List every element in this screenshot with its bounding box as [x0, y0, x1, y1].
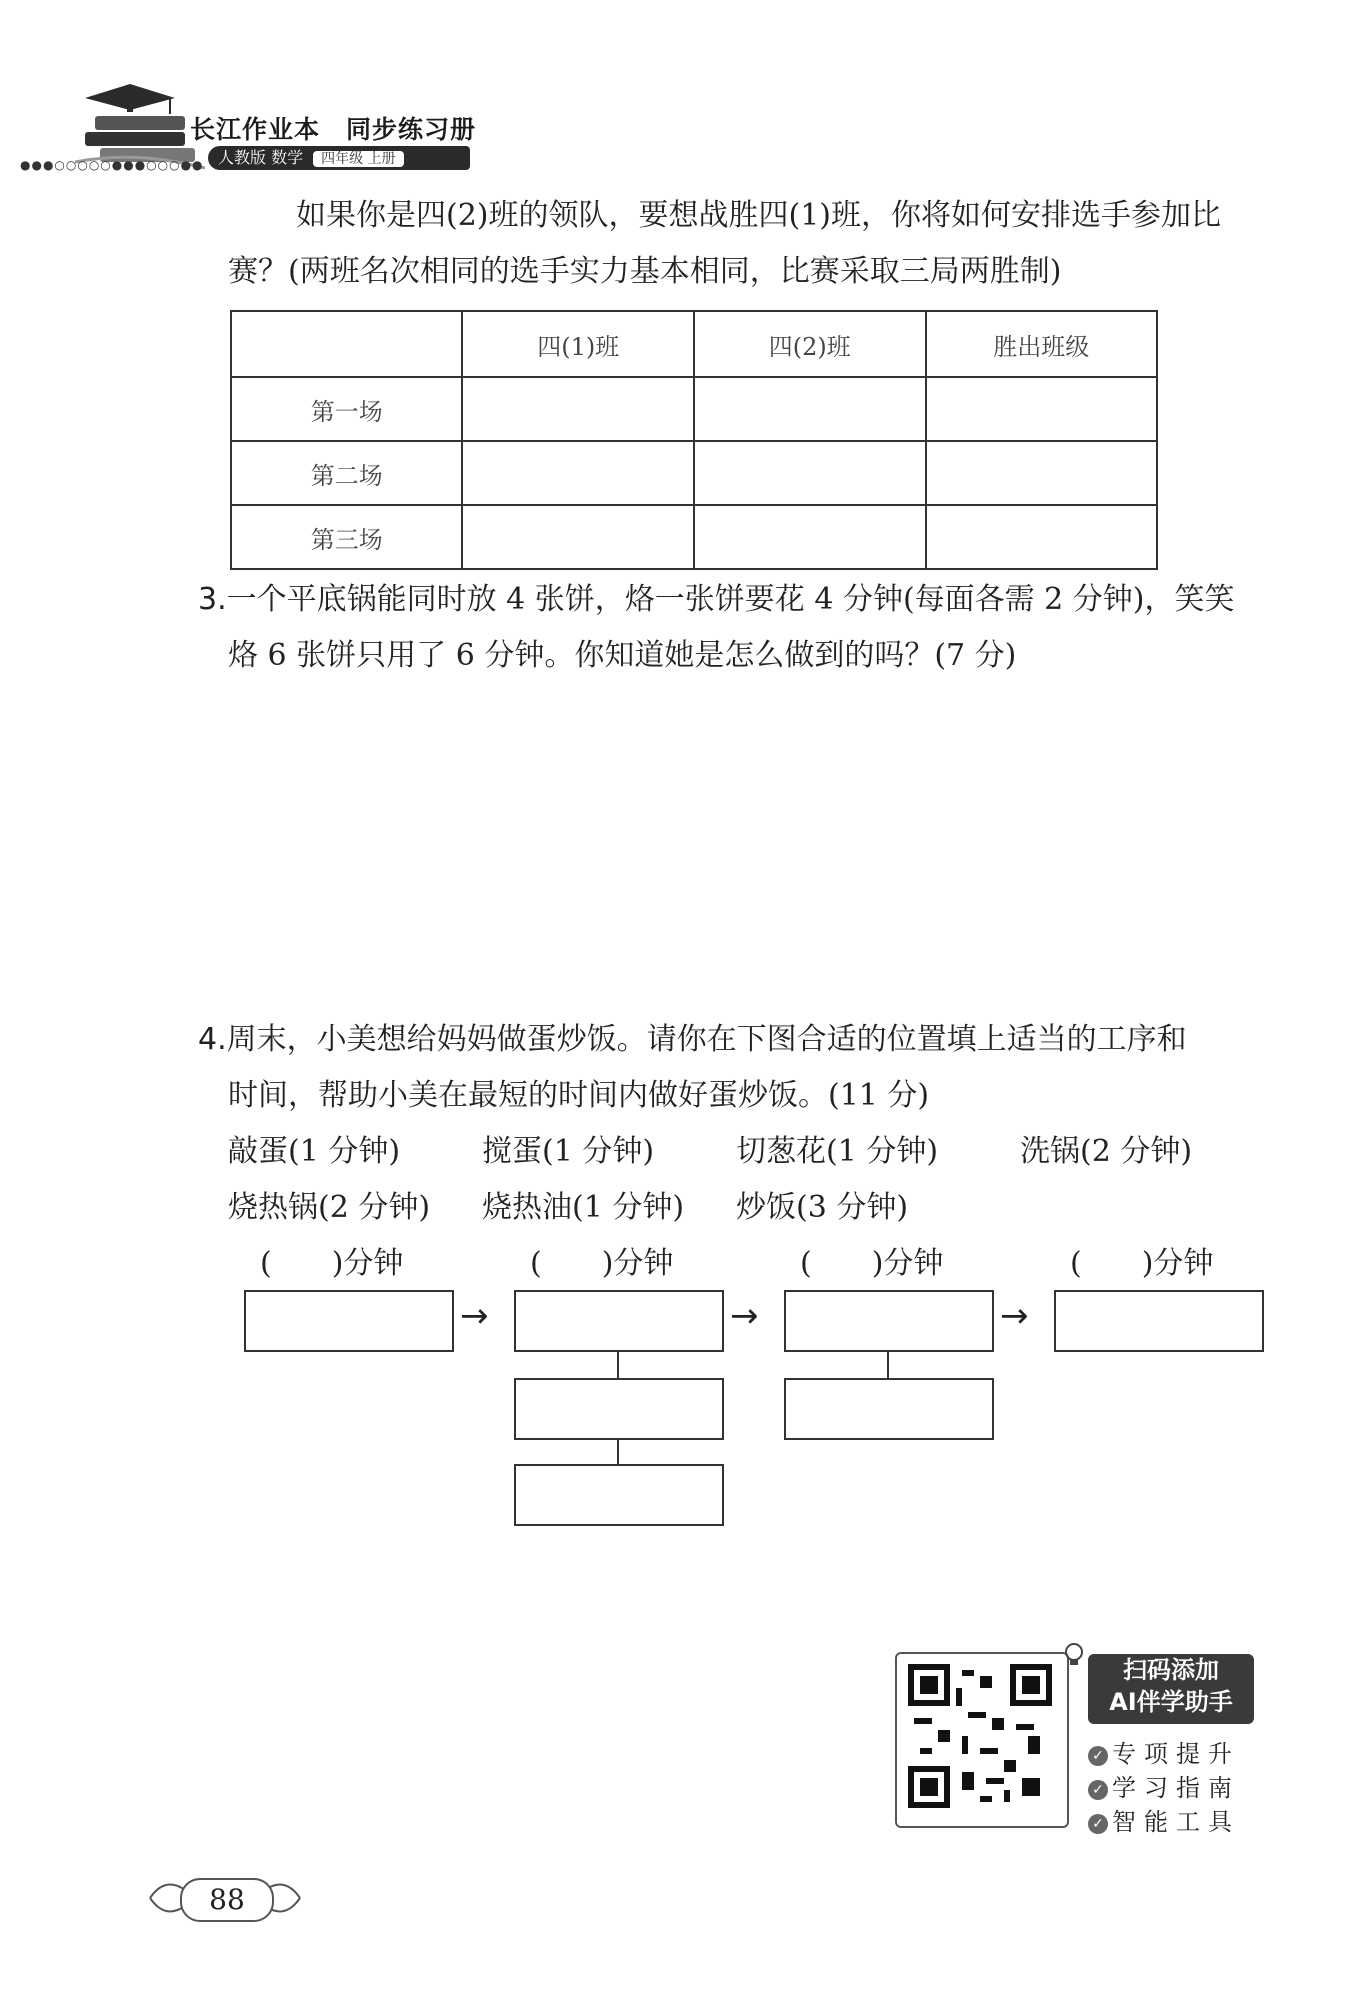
- promo-item: [1088, 1802, 1240, 1837]
- time-label-4: ( )分钟: [1070, 1246, 1214, 1281]
- step-烧热锅: 烧热锅(2 分钟): [228, 1190, 431, 1225]
- q4-line2: 时间，帮助小美在最短的时间内做好蛋炒饭。(11 分): [228, 1078, 930, 1113]
- answer-cell[interactable]: [462, 441, 694, 505]
- header-dots: ●●●○○○○○●●●○○○●●: [20, 158, 204, 172]
- q4-line1: [198, 1012, 1187, 1068]
- connector-line: [887, 1350, 889, 1378]
- time-label-2: ( )分钟: [530, 1246, 674, 1281]
- promo-item: [1088, 1768, 1240, 1803]
- step-炒饭: 炒饭(3 分钟): [736, 1190, 909, 1225]
- flow-box-2[interactable]: [514, 1290, 724, 1352]
- answer-cell[interactable]: [694, 441, 926, 505]
- table-row: [231, 441, 1157, 505]
- q4-text-line1: 周末，小美想给妈妈做蛋炒饭。请你在下图合适的位置填上适当的工序和: [226, 1022, 1187, 1057]
- time-label-1: ( )分钟: [260, 1246, 404, 1281]
- step-洗锅: 洗锅(2 分钟): [1020, 1134, 1193, 1169]
- answer-cell[interactable]: [926, 505, 1157, 569]
- time-label-3: ( )分钟: [800, 1246, 944, 1281]
- promo-item-label: 智能工具: [1112, 1808, 1240, 1836]
- flow-arrow-3: →: [1000, 1296, 1029, 1336]
- answer-cell[interactable]: [926, 377, 1157, 441]
- promo-badge[interactable]: [1088, 1654, 1254, 1724]
- q2-line2: 赛？(两班名次相同的选手实力基本相同，比赛采取三局两胜制): [228, 254, 1062, 289]
- flow-box-4[interactable]: [1054, 1290, 1264, 1352]
- lightbulb-icon: [1060, 1640, 1088, 1670]
- page-header: [20, 60, 480, 180]
- connector-line: [617, 1438, 619, 1464]
- answer-cell[interactable]: [926, 441, 1157, 505]
- flow-box-2c[interactable]: [514, 1464, 724, 1526]
- step-切葱花: 切葱花(1 分钟): [736, 1134, 939, 1169]
- edition-bar: [208, 146, 470, 170]
- flow-box-1[interactable]: [244, 1290, 454, 1352]
- promo-badge-line2: AI伴学助手: [1109, 1688, 1233, 1716]
- q3-text-line1: 一个平底锅能同时放 4 张饼，烙一张饼要花 4 分钟(每面各需 2 分钟)，笑笑: [226, 582, 1235, 617]
- step-烧热油: 烧热油(1 分钟): [482, 1190, 685, 1225]
- q2-line1: 如果你是四(2)班的领队，要想战胜四(1)班，你将如何安排选手参加比: [296, 198, 1221, 233]
- answer-cell[interactable]: [694, 377, 926, 441]
- promo-badge-line1: 扫码添加: [1123, 1656, 1219, 1684]
- answer-cell[interactable]: [462, 377, 694, 441]
- table-header-class1: 四(1)班: [462, 311, 694, 377]
- promo-item-label: 学习指南: [1112, 1774, 1240, 1802]
- check-icon: ✓: [1088, 1814, 1108, 1834]
- check-icon: ✓: [1088, 1746, 1108, 1766]
- table-header-winner: 胜出班级: [926, 311, 1157, 377]
- step-搅蛋: 搅蛋(1 分钟): [482, 1134, 655, 1169]
- series-title: 长江作业本 同步练习册: [190, 115, 477, 144]
- flow-box-3b[interactable]: [784, 1378, 994, 1440]
- books-logo-icon: [75, 80, 205, 170]
- table-header-class2: 四(2)班: [694, 311, 926, 377]
- q4-number: 4.: [198, 1022, 227, 1057]
- qr-code-icon[interactable]: [908, 1664, 1052, 1808]
- flow-arrow-2: →: [730, 1296, 759, 1336]
- flow-arrow-1: →: [460, 1296, 489, 1336]
- table-header-empty: [231, 311, 462, 377]
- answer-cell[interactable]: [462, 505, 694, 569]
- match-table: [230, 310, 1158, 570]
- answer-cell[interactable]: [694, 505, 926, 569]
- connector-line: [617, 1350, 619, 1378]
- edition-label: 人教版 数学: [218, 148, 304, 167]
- step-敲蛋: 敲蛋(1 分钟): [228, 1134, 401, 1169]
- grade-label: 四年级 上册: [313, 151, 403, 167]
- flow-box-2b[interactable]: [514, 1378, 724, 1440]
- table-header-row: [231, 311, 1157, 377]
- table-row: [231, 505, 1157, 569]
- q3-line1: [198, 572, 1235, 628]
- q3-line2: 烙 6 张饼只用了 6 分钟。你知道她是怎么做到的吗？(7 分): [228, 638, 1017, 673]
- table-row: [231, 377, 1157, 441]
- check-icon: ✓: [1088, 1780, 1108, 1800]
- q3-number: 3.: [198, 582, 227, 617]
- row-label: 第二场: [231, 441, 462, 505]
- promo-item: [1088, 1734, 1240, 1769]
- row-label: 第一场: [231, 377, 462, 441]
- row-label: 第三场: [231, 505, 462, 569]
- promo-item-label: 专项提升: [1112, 1740, 1240, 1768]
- page-number: 88: [180, 1878, 274, 1922]
- flow-box-3[interactable]: [784, 1290, 994, 1352]
